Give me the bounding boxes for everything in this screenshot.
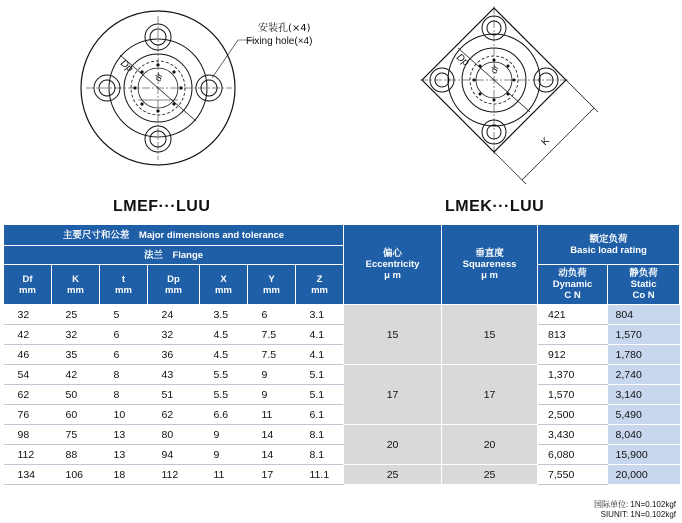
table-cell: 5.5 (200, 365, 248, 385)
table-cell: 51 (148, 385, 200, 405)
static-load-cell: 1,780 (608, 345, 680, 365)
technical-drawings (0, 0, 682, 222)
table-cell: 5.1 (296, 365, 344, 385)
table-cell: 5 (100, 305, 148, 325)
table-cell: 42 (52, 365, 100, 385)
dynamic-load-cell: 3,430 (538, 425, 608, 445)
k-label: K (539, 135, 552, 149)
squareness-en: Squareness (462, 259, 517, 270)
table-cell: 4.5 (200, 325, 248, 345)
table-cell: 6.1 (296, 405, 344, 425)
caption-lmef: LMEF···LUU (113, 198, 211, 215)
table-cell: 8.1 (296, 445, 344, 465)
table-cell: 11 (248, 405, 296, 425)
table-cell: 10 (100, 405, 148, 425)
table-row (4, 465, 680, 485)
table-cell: 5.1 (296, 385, 344, 405)
squareness-header (442, 225, 538, 305)
caption-lmek: LMEK···LUU (445, 198, 545, 215)
table-cell: 24 (148, 305, 200, 325)
squareness-unit: μ m (481, 270, 498, 281)
table-cell: 88 (52, 445, 100, 465)
eccentricity-cell: 25 (344, 465, 442, 485)
table-cell: 8.1 (296, 425, 344, 445)
squareness-cn: 垂直度 (475, 248, 504, 259)
dynamic-load-cell: 7,550 (538, 465, 608, 485)
table-cell: 80 (148, 425, 200, 445)
table-cell: 11.1 (296, 465, 344, 485)
eccentricity-cell: 17 (344, 365, 442, 425)
unit-note-cn: 国际单位: 1N=0.102kgf (593, 500, 676, 509)
round-flange-drawing (81, 11, 256, 165)
square-flange-drawing (420, 6, 598, 184)
table-cell: 134 (4, 465, 52, 485)
table-cell: 7.5 (248, 345, 296, 365)
table-cell: 9 (200, 425, 248, 445)
col-header-y: Y mm (248, 265, 296, 305)
table-cell: 60 (52, 405, 100, 425)
table-row (4, 405, 680, 425)
table-cell: 11 (200, 465, 248, 485)
dynamic-load-cell: 6,080 (538, 445, 608, 465)
table-cell: 8 (100, 365, 148, 385)
unit-note-en: SIUNIT: 1N=0.102kgf (600, 510, 676, 519)
table-cell: 6 (100, 345, 148, 365)
dynamic-load-cell: 2,500 (538, 405, 608, 425)
static-load-cell: 8,040 (608, 425, 680, 445)
table-cell: 112 (148, 465, 200, 485)
table-cell: 9 (200, 445, 248, 465)
static-load-cell: 2,740 (608, 365, 680, 385)
squareness-cell: 25 (442, 465, 538, 485)
squareness-cell: 20 (442, 425, 538, 465)
table-cell: 17 (248, 465, 296, 485)
table-cell: 62 (148, 405, 200, 425)
eccentricity-cell: 15 (344, 305, 442, 365)
table-cell: 9 (248, 365, 296, 385)
dynamic-load-cell: 912 (538, 345, 608, 365)
col-header-df: Df mm (4, 265, 52, 305)
fixing-hole-label-cn: 安装孔(×4) (258, 23, 311, 34)
table-cell: 8 (100, 385, 148, 405)
table-cell: 50 (52, 385, 100, 405)
table-cell: 3.1 (296, 305, 344, 325)
table-row (4, 365, 680, 385)
unit-note (594, 500, 676, 520)
dynamic-header: 动负荷 Dynamic C N (538, 265, 608, 305)
table-cell: 54 (4, 365, 52, 385)
table-cell: 4.1 (296, 345, 344, 365)
major-dimensions-header: 主要尺寸和公差 Major dimensions and tolerance (4, 225, 344, 246)
eccentricity-cell: 20 (344, 425, 442, 465)
load-rating-cn: 额定负荷 (589, 233, 628, 245)
table-cell: 75 (52, 425, 100, 445)
col-header-k: K mm (52, 265, 100, 305)
static-load-cell: 804 (608, 305, 680, 325)
table-row (4, 385, 680, 405)
dynamic-load-cell: 813 (538, 325, 608, 345)
eccentricity-en: Eccentricity (365, 259, 420, 270)
table-cell: 42 (4, 325, 52, 345)
table-cell: 6 (248, 305, 296, 325)
dimension-table (3, 224, 680, 485)
table-cell: 25 (52, 305, 100, 325)
static-load-cell: 3,140 (608, 385, 680, 405)
static-load-cell: 5,490 (608, 405, 680, 425)
col-header-x: X mm (200, 265, 248, 305)
table-row (4, 445, 680, 465)
table-cell: 14 (248, 425, 296, 445)
static-load-cell: 20,000 (608, 465, 680, 485)
load-rating-en: Basic load rating (570, 244, 647, 256)
table-cell: 32 (52, 325, 100, 345)
static-load-cell: 15,900 (608, 445, 680, 465)
col-header-z: Z mm (296, 265, 344, 305)
table-cell: 14 (248, 445, 296, 465)
table-cell: 36 (148, 345, 200, 365)
table-cell: 43 (148, 365, 200, 385)
table-cell: 32 (4, 305, 52, 325)
dimension-table-wrap (3, 224, 679, 485)
table-cell: 106 (52, 465, 100, 485)
table-cell: 13 (100, 445, 148, 465)
col-header-t: t mm (100, 265, 148, 305)
dr-label-left: dr (152, 71, 165, 83)
table-cell: 4.1 (296, 325, 344, 345)
table-cell: 9 (248, 385, 296, 405)
table-cell: 112 (4, 445, 52, 465)
static-header: 静负荷 Static Co N (608, 265, 680, 305)
table-body (4, 305, 680, 485)
eccentricity-cn: 偏心 (383, 248, 403, 259)
dp-label-right: Dp (454, 51, 471, 69)
table-cell: 94 (148, 445, 200, 465)
static-load-cell: 1,570 (608, 325, 680, 345)
table-row (4, 425, 680, 445)
table-cell: 7.5 (248, 325, 296, 345)
dp-label-left: Dp (118, 57, 135, 75)
table-cell: 18 (100, 465, 148, 485)
table-cell: 62 (4, 385, 52, 405)
table-row (4, 325, 680, 345)
fixing-hole-label-en: Fixing hole(×4) (246, 36, 313, 47)
table-cell: 98 (4, 425, 52, 445)
flange-header: 法兰 Flange (4, 246, 344, 265)
dynamic-load-cell: 421 (538, 305, 608, 325)
eccentricity-unit: μ m (384, 270, 401, 281)
table-cell: 6 (100, 325, 148, 345)
table-cell: 32 (148, 325, 200, 345)
table-cell: 3.5 (200, 305, 248, 325)
table-cell: 4.5 (200, 345, 248, 365)
eccentricity-header (344, 225, 442, 305)
col-header-dp: Dp mm (148, 265, 200, 305)
table-cell: 76 (4, 405, 52, 425)
dr-label-right: dr (488, 63, 501, 75)
dynamic-load-cell: 1,370 (538, 365, 608, 385)
table-row (4, 345, 680, 365)
table-cell: 13 (100, 425, 148, 445)
table-row (4, 305, 680, 325)
squareness-cell: 15 (442, 305, 538, 365)
dynamic-load-cell: 1,570 (538, 385, 608, 405)
squareness-cell: 17 (442, 365, 538, 425)
table-cell: 5.5 (200, 385, 248, 405)
table-cell: 6.6 (200, 405, 248, 425)
table-cell: 46 (4, 345, 52, 365)
load-rating-header (538, 225, 680, 265)
table-cell: 35 (52, 345, 100, 365)
